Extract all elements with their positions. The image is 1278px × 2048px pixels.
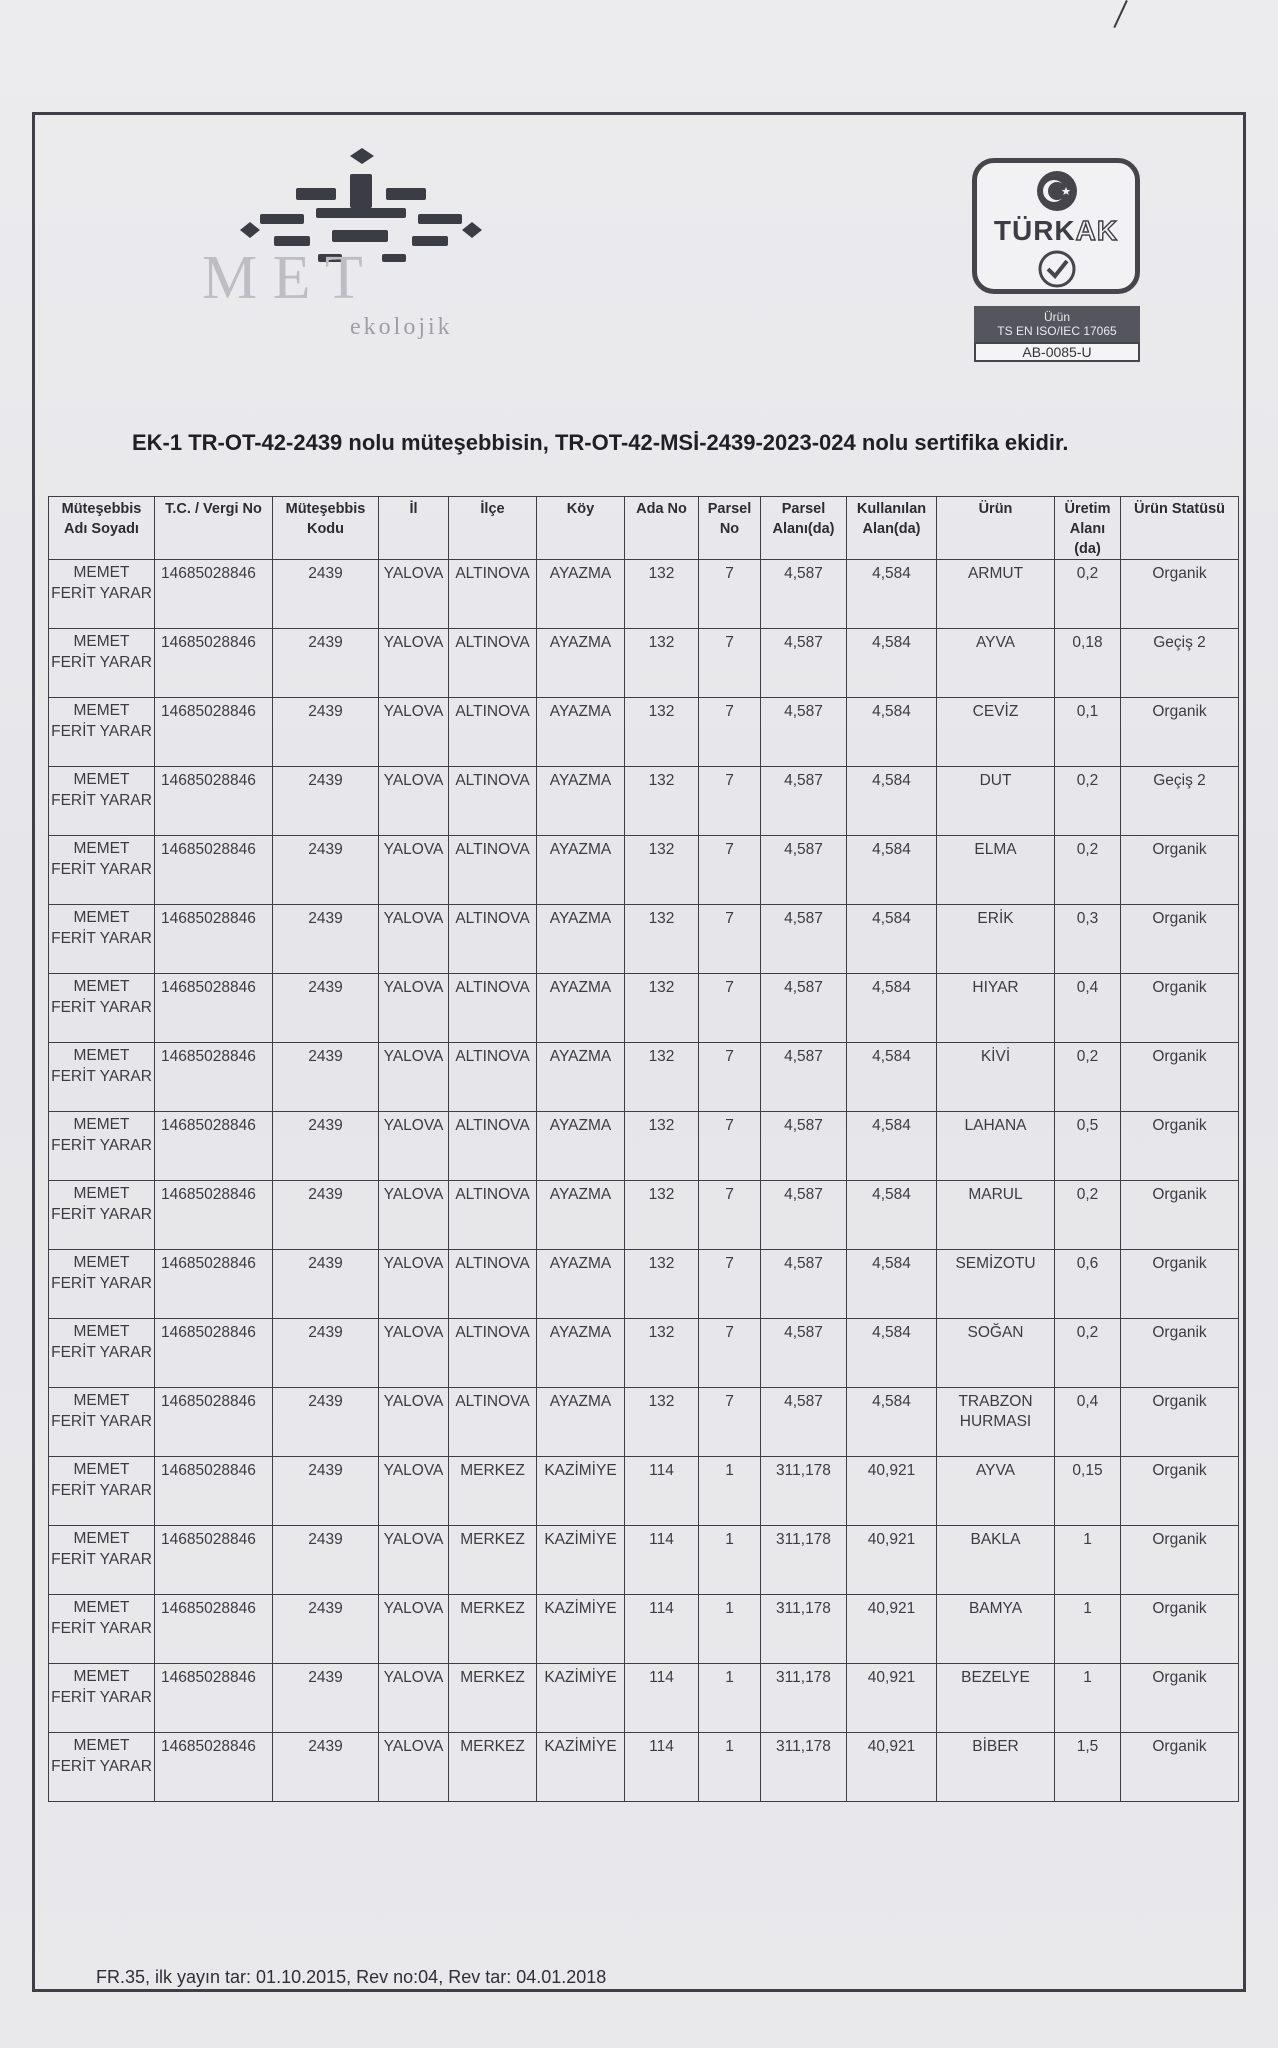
table-cell: MEMET FERİT YARAR [49, 1319, 155, 1388]
table-cell: Organik [1121, 836, 1239, 905]
table-cell: 2439 [273, 767, 379, 836]
table-cell: AYAZMA [537, 1112, 625, 1181]
column-header: T.C. / Vergi No [155, 497, 273, 560]
table-cell: TRABZON HURMASI [937, 1388, 1055, 1457]
table-row [49, 1595, 1239, 1664]
table-cell: 4,584 [847, 905, 937, 974]
column-header: Kullanılan Alan(da) [847, 497, 937, 560]
table-cell: ALTINOVA [449, 974, 537, 1043]
table-cell: 2439 [273, 1388, 379, 1457]
table-cell: 14685028846 [155, 1043, 273, 1112]
table-cell: 114 [625, 1733, 699, 1802]
table-row [49, 1250, 1239, 1319]
table-row [49, 1526, 1239, 1595]
table-cell: YALOVA [379, 629, 449, 698]
table-cell: 4,587 [761, 1250, 847, 1319]
table-cell: 132 [625, 1043, 699, 1112]
table-cell: 2439 [273, 1112, 379, 1181]
table-cell: 1 [699, 1733, 761, 1802]
turkak-band-line1: Ürün [1043, 310, 1070, 324]
table-cell: 40,921 [847, 1595, 937, 1664]
table-cell: Organik [1121, 1250, 1239, 1319]
turkak-word [977, 215, 1135, 247]
table-cell: ALTINOVA [449, 767, 537, 836]
table-cell: ELMA [937, 836, 1055, 905]
table-cell: 14685028846 [155, 1250, 273, 1319]
table-cell: 14685028846 [155, 1733, 273, 1802]
table-cell: 132 [625, 1112, 699, 1181]
table-cell: BİBER [937, 1733, 1055, 1802]
table-cell: 2439 [273, 974, 379, 1043]
table-cell: MEMET FERİT YARAR [49, 1388, 155, 1457]
ekolojik-logo-text: ekolojik [350, 314, 453, 340]
table-cell: 4,584 [847, 1112, 937, 1181]
table-row [49, 629, 1239, 698]
table-cell: 4,587 [761, 1043, 847, 1112]
table-cell: 4,587 [761, 560, 847, 629]
table-row [49, 1733, 1239, 1802]
table-cell: 311,178 [761, 1457, 847, 1526]
table-cell: 0,4 [1055, 974, 1121, 1043]
table-cell: KAZİMİYE [537, 1664, 625, 1733]
table-cell: KAZİMİYE [537, 1457, 625, 1526]
table-cell: ALTINOVA [449, 1181, 537, 1250]
table-cell: 40,921 [847, 1664, 937, 1733]
table-cell: AYAZMA [537, 1181, 625, 1250]
table-cell: Organik [1121, 1733, 1239, 1802]
table-cell: 4,584 [847, 1043, 937, 1112]
checkmark-icon [1037, 249, 1077, 289]
table-cell: Geçiş 2 [1121, 629, 1239, 698]
table-cell: 7 [699, 905, 761, 974]
table-cell: MERKEZ [449, 1733, 537, 1802]
table-cell: 4,584 [847, 1388, 937, 1457]
met-logo-text: M E T [202, 244, 363, 312]
table-row [49, 1043, 1239, 1112]
certificate-table [48, 496, 1239, 1802]
table-cell: YALOVA [379, 1388, 449, 1457]
table-cell: 1 [699, 1664, 761, 1733]
table-cell: AYAZMA [537, 1043, 625, 1112]
table-cell: 2439 [273, 836, 379, 905]
table-cell: YALOVA [379, 1595, 449, 1664]
table-cell: SEMİZOTU [937, 1250, 1055, 1319]
table-cell: Organik [1121, 905, 1239, 974]
table-cell: MERKEZ [449, 1664, 537, 1733]
table-cell: 311,178 [761, 1664, 847, 1733]
table-cell: 0,2 [1055, 836, 1121, 905]
table-cell: 4,584 [847, 629, 937, 698]
turkak-word-accent: AK [1075, 215, 1119, 246]
table-cell: 14685028846 [155, 836, 273, 905]
table-cell: 7 [699, 1181, 761, 1250]
table-cell: KAZİMİYE [537, 1526, 625, 1595]
document-footer: FR.35, ilk yayın tar: 01.10.2015, Rev no:04, Rev tar: 04.01.2018 [96, 1967, 607, 1987]
turkak-accreditation-code: AB-0085-U [974, 342, 1140, 362]
table-cell: 311,178 [761, 1595, 847, 1664]
table-cell: 14685028846 [155, 1388, 273, 1457]
table-cell: MEMET FERİT YARAR [49, 1457, 155, 1526]
table-cell: YALOVA [379, 767, 449, 836]
turkak-band-line2: TS EN ISO/IEC 17065 [997, 324, 1117, 338]
table-cell: 4,587 [761, 1388, 847, 1457]
table-cell: 40,921 [847, 1733, 937, 1802]
table-cell: 4,587 [761, 905, 847, 974]
table-cell: 0,2 [1055, 560, 1121, 629]
table-cell: ALTINOVA [449, 1388, 537, 1457]
table-cell: 14685028846 [155, 629, 273, 698]
table-cell: 132 [625, 629, 699, 698]
table-cell: ERİK [937, 905, 1055, 974]
table-cell: MEMET FERİT YARAR [49, 629, 155, 698]
table-cell: 132 [625, 905, 699, 974]
table-cell: AYAZMA [537, 905, 625, 974]
table-cell: Organik [1121, 1112, 1239, 1181]
table-cell: AYVA [937, 1457, 1055, 1526]
table-cell: 7 [699, 1112, 761, 1181]
table-cell: 4,587 [761, 1319, 847, 1388]
table-cell: MEMET FERİT YARAR [49, 767, 155, 836]
crescent-star-icon [1035, 169, 1079, 213]
table-cell: 14685028846 [155, 1526, 273, 1595]
column-header: Müteşebbis Kodu [273, 497, 379, 560]
column-header: Parsel Alanı(da) [761, 497, 847, 560]
table-cell: Organik [1121, 1595, 1239, 1664]
table-cell: 2439 [273, 1181, 379, 1250]
column-header: Ada No [625, 497, 699, 560]
table-cell: 0,6 [1055, 1250, 1121, 1319]
table-cell: YALOVA [379, 560, 449, 629]
table-cell: CEVİZ [937, 698, 1055, 767]
table-cell: MERKEZ [449, 1595, 537, 1664]
table-cell: 4,587 [761, 974, 847, 1043]
table-cell: KİVİ [937, 1043, 1055, 1112]
table-cell: MEMET FERİT YARAR [49, 1250, 155, 1319]
table-cell: BEZELYE [937, 1664, 1055, 1733]
table-cell: YALOVA [379, 905, 449, 974]
table-cell: MEMET FERİT YARAR [49, 560, 155, 629]
table-cell: ALTINOVA [449, 836, 537, 905]
table-cell: MEMET FERİT YARAR [49, 1112, 155, 1181]
table-cell: 7 [699, 1388, 761, 1457]
table-cell: 311,178 [761, 1733, 847, 1802]
table-cell: 7 [699, 698, 761, 767]
table-cell: MEMET FERİT YARAR [49, 836, 155, 905]
table-cell: 7 [699, 560, 761, 629]
table-cell: 2439 [273, 560, 379, 629]
table-cell: YALOVA [379, 1112, 449, 1181]
table-cell: ARMUT [937, 560, 1055, 629]
table-cell: Organik [1121, 560, 1239, 629]
table-row [49, 1664, 1239, 1733]
table-row [49, 974, 1239, 1043]
table-cell: AYVA [937, 629, 1055, 698]
table-cell: 0,2 [1055, 1181, 1121, 1250]
turkak-logo-box [972, 158, 1140, 294]
table-cell: 0,1 [1055, 698, 1121, 767]
table-cell: 14685028846 [155, 1664, 273, 1733]
column-header: Üretim Alanı (da) [1055, 497, 1121, 560]
table-cell: 1 [699, 1595, 761, 1664]
table-cell: AYAZMA [537, 560, 625, 629]
table-cell: 1 [1055, 1664, 1121, 1733]
table-cell: MEMET FERİT YARAR [49, 1664, 155, 1733]
table-cell: 2439 [273, 1733, 379, 1802]
table-cell: 114 [625, 1526, 699, 1595]
table-cell: AYAZMA [537, 698, 625, 767]
table-cell: Organik [1121, 1181, 1239, 1250]
table-cell: YALOVA [379, 1181, 449, 1250]
table-cell: 14685028846 [155, 1181, 273, 1250]
table-cell: 4,584 [847, 560, 937, 629]
table-cell: 4,587 [761, 1181, 847, 1250]
table-cell: DUT [937, 767, 1055, 836]
table-cell: YALOVA [379, 1457, 449, 1526]
table-cell: ALTINOVA [449, 560, 537, 629]
turkak-word-main: TÜRK [993, 215, 1076, 246]
column-header: Müteşebbis Adı Soyadı [49, 497, 155, 560]
table-cell: YALOVA [379, 1733, 449, 1802]
table-cell: ALTINOVA [449, 1112, 537, 1181]
column-header: İl [379, 497, 449, 560]
table-cell: 132 [625, 1388, 699, 1457]
table-cell: 14685028846 [155, 1112, 273, 1181]
table-cell: MARUL [937, 1181, 1055, 1250]
table-cell: 0,18 [1055, 629, 1121, 698]
table-cell: 0,4 [1055, 1388, 1121, 1457]
table-cell: 4,584 [847, 1319, 937, 1388]
table-cell: 14685028846 [155, 698, 273, 767]
table-row [49, 1181, 1239, 1250]
table-cell: AYAZMA [537, 1319, 625, 1388]
table-cell: 7 [699, 767, 761, 836]
table-row [49, 698, 1239, 767]
table-cell: ALTINOVA [449, 905, 537, 974]
table-cell: MERKEZ [449, 1526, 537, 1595]
table-row [49, 905, 1239, 974]
table-cell: YALOVA [379, 698, 449, 767]
table-cell: MEMET FERİT YARAR [49, 974, 155, 1043]
table-cell: Organik [1121, 1043, 1239, 1112]
table-cell: MEMET FERİT YARAR [49, 1043, 155, 1112]
table-cell: 0,5 [1055, 1112, 1121, 1181]
table-cell: 0,3 [1055, 905, 1121, 974]
table-cell: 4,584 [847, 974, 937, 1043]
table-cell: 2439 [273, 905, 379, 974]
table-cell: YALOVA [379, 974, 449, 1043]
table-cell: ALTINOVA [449, 1043, 537, 1112]
table-cell: 14685028846 [155, 767, 273, 836]
table-cell: 4,587 [761, 767, 847, 836]
table-cell: 7 [699, 1250, 761, 1319]
table-cell: 7 [699, 629, 761, 698]
table-row [49, 560, 1239, 629]
table-cell: 14685028846 [155, 905, 273, 974]
table-row [49, 836, 1239, 905]
table-cell: YALOVA [379, 1526, 449, 1595]
table-cell: 114 [625, 1595, 699, 1664]
column-header: Köy [537, 497, 625, 560]
table-cell: 114 [625, 1457, 699, 1526]
table-cell: 4,584 [847, 767, 937, 836]
table-cell: 7 [699, 836, 761, 905]
table-cell: YALOVA [379, 1043, 449, 1112]
turkak-accreditation-mark [972, 158, 1144, 358]
table-cell: YALOVA [379, 1664, 449, 1733]
table-cell: 132 [625, 560, 699, 629]
table-cell: 7 [699, 1319, 761, 1388]
table-cell: 40,921 [847, 1526, 937, 1595]
table-cell: 4,587 [761, 836, 847, 905]
table-cell: MEMET FERİT YARAR [49, 1526, 155, 1595]
table-cell: SOĞAN [937, 1319, 1055, 1388]
table-cell: 132 [625, 767, 699, 836]
table-cell: 14685028846 [155, 1595, 273, 1664]
table-cell: MEMET FERİT YARAR [49, 1595, 155, 1664]
table-cell: KAZİMİYE [537, 1733, 625, 1802]
table-cell: ALTINOVA [449, 1319, 537, 1388]
column-header: Ürün [937, 497, 1055, 560]
table-cell: 0,15 [1055, 1457, 1121, 1526]
table-cell: Organik [1121, 1526, 1239, 1595]
table-row [49, 1388, 1239, 1457]
table-cell: ALTINOVA [449, 698, 537, 767]
table-cell: AYAZMA [537, 629, 625, 698]
table-cell: KAZİMİYE [537, 1595, 625, 1664]
table-cell: 4,584 [847, 698, 937, 767]
table-cell: 132 [625, 836, 699, 905]
table-cell: YALOVA [379, 1250, 449, 1319]
table-cell: 132 [625, 1319, 699, 1388]
table-cell: MEMET FERİT YARAR [49, 1733, 155, 1802]
table-cell: AYAZMA [537, 836, 625, 905]
table-cell: Organik [1121, 974, 1239, 1043]
table-cell: ALTINOVA [449, 629, 537, 698]
table-cell: 2439 [273, 698, 379, 767]
table-cell: BAMYA [937, 1595, 1055, 1664]
table-cell: 132 [625, 974, 699, 1043]
table-cell: 2439 [273, 1595, 379, 1664]
table-cell: 1 [699, 1526, 761, 1595]
table-cell: 4,584 [847, 836, 937, 905]
table-cell: 7 [699, 974, 761, 1043]
table-cell: 4,587 [761, 629, 847, 698]
document-title: EK-1 TR-OT-42-2439 nolu müteşebbisin, TR-OT-42-MSİ-2439-2023-024 nolu sertifika ekidir. [132, 430, 1069, 455]
table-cell: Organik [1121, 1388, 1239, 1457]
table-cell: 2439 [273, 1250, 379, 1319]
table-cell: 4,587 [761, 698, 847, 767]
column-header: Ürün Statüsü [1121, 497, 1239, 560]
table-cell: 1 [1055, 1595, 1121, 1664]
table-cell: AYAZMA [537, 1388, 625, 1457]
table-body [49, 560, 1239, 1802]
table-cell: 0,2 [1055, 1043, 1121, 1112]
table-cell: YALOVA [379, 836, 449, 905]
table-cell: 0,2 [1055, 1319, 1121, 1388]
column-header: İlçe [449, 497, 537, 560]
table-cell: 1 [699, 1457, 761, 1526]
table-cell: 4,584 [847, 1250, 937, 1319]
table-cell: 2439 [273, 1043, 379, 1112]
table-cell: AYAZMA [537, 1250, 625, 1319]
table-cell: Geçiş 2 [1121, 767, 1239, 836]
paper-crease [1113, 0, 1127, 28]
table-cell: YALOVA [379, 1319, 449, 1388]
table-cell: 2439 [273, 629, 379, 698]
table-cell: 14685028846 [155, 1457, 273, 1526]
table-cell: 14685028846 [155, 560, 273, 629]
table-cell: Organik [1121, 1664, 1239, 1733]
met-ekolojik-logo [200, 148, 520, 358]
table-row [49, 1457, 1239, 1526]
table-cell: 2439 [273, 1526, 379, 1595]
table-cell: Organik [1121, 698, 1239, 767]
table-cell: LAHANA [937, 1112, 1055, 1181]
table-cell: MERKEZ [449, 1457, 537, 1526]
table-cell: ALTINOVA [449, 1250, 537, 1319]
table-cell: 132 [625, 1250, 699, 1319]
table-cell: MEMET FERİT YARAR [49, 1181, 155, 1250]
table-cell: 40,921 [847, 1457, 937, 1526]
table-cell: Organik [1121, 1457, 1239, 1526]
table-cell: 1 [1055, 1526, 1121, 1595]
table-cell: 2439 [273, 1319, 379, 1388]
table-cell: AYAZMA [537, 974, 625, 1043]
column-header: Parsel No [699, 497, 761, 560]
table-cell: 132 [625, 698, 699, 767]
table-cell: AYAZMA [537, 767, 625, 836]
table-row [49, 1112, 1239, 1181]
table-cell: 311,178 [761, 1526, 847, 1595]
table-cell: 0,2 [1055, 767, 1121, 836]
turkak-standard-band [974, 306, 1140, 342]
table-cell: Organik [1121, 1319, 1239, 1388]
table-row [49, 767, 1239, 836]
table-cell: 4,584 [847, 1181, 937, 1250]
table-cell: 7 [699, 1043, 761, 1112]
table-cell: 14685028846 [155, 1319, 273, 1388]
table-cell: MEMET FERİT YARAR [49, 698, 155, 767]
table-cell: HIYAR [937, 974, 1055, 1043]
table-cell: 4,587 [761, 1112, 847, 1181]
table-row [49, 1319, 1239, 1388]
table-cell: 2439 [273, 1457, 379, 1526]
table-cell: 114 [625, 1664, 699, 1733]
table-cell: 1,5 [1055, 1733, 1121, 1802]
table-header-row [49, 497, 1239, 560]
table-cell: BAKLA [937, 1526, 1055, 1595]
table-cell: 132 [625, 1181, 699, 1250]
table-cell: 14685028846 [155, 974, 273, 1043]
table-cell: MEMET FERİT YARAR [49, 905, 155, 974]
table-cell: 2439 [273, 1664, 379, 1733]
